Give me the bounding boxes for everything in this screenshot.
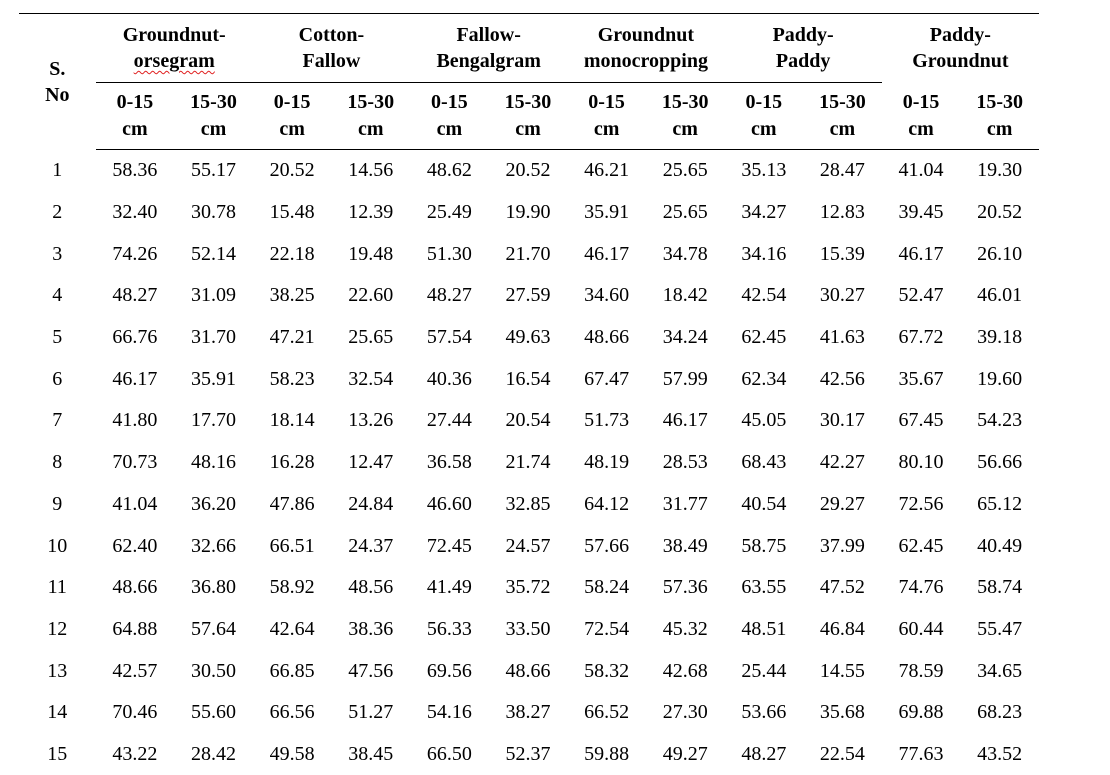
depth-header-range: 0-15 <box>567 89 646 116</box>
value-cell: 20.52 <box>253 150 332 192</box>
value-cell: 46.84 <box>803 609 882 651</box>
value-cell: 51.73 <box>567 400 646 442</box>
value-cell: 32.85 <box>489 484 568 526</box>
value-cell: 25.49 <box>410 192 489 234</box>
value-cell: 30.50 <box>174 650 253 692</box>
depth-header <box>567 83 646 150</box>
row-number-cell: 5 <box>19 317 96 359</box>
sno-header-line1: S. <box>19 56 96 82</box>
value-cell: 28.47 <box>803 150 882 192</box>
value-cell: 48.27 <box>96 275 175 317</box>
value-cell: 48.56 <box>331 567 410 609</box>
value-cell: 36.20 <box>174 484 253 526</box>
value-cell: 72.45 <box>410 525 489 567</box>
value-cell: 35.67 <box>882 358 961 400</box>
group-header-groundnut-monocropping <box>567 14 724 83</box>
row-number-cell: 7 <box>19 400 96 442</box>
value-cell: 40.49 <box>960 525 1039 567</box>
value-cell: 28.42 <box>174 734 253 775</box>
value-cell: 58.23 <box>253 358 332 400</box>
value-cell: 47.21 <box>253 317 332 359</box>
value-cell: 14.55 <box>803 650 882 692</box>
value-cell: 35.72 <box>489 567 568 609</box>
value-cell: 31.70 <box>174 317 253 359</box>
table-row <box>19 150 1039 192</box>
row-number-cell: 1 <box>19 150 96 192</box>
value-cell: 48.27 <box>725 734 804 775</box>
value-cell: 64.88 <box>96 609 175 651</box>
value-cell: 42.56 <box>803 358 882 400</box>
sno-header <box>19 14 96 150</box>
group-label-line1: Paddy- <box>882 22 1039 48</box>
value-cell: 34.16 <box>725 233 804 275</box>
value-cell: 52.37 <box>489 734 568 775</box>
value-cell: 12.47 <box>331 442 410 484</box>
value-cell: 35.68 <box>803 692 882 734</box>
group-label-line1: Fallow- <box>410 22 567 48</box>
value-cell: 31.77 <box>646 484 725 526</box>
sno-header-line2: No <box>19 82 96 108</box>
table-row <box>19 233 1039 275</box>
table-row <box>19 650 1039 692</box>
depth-header-range: 15-30 <box>174 89 253 116</box>
value-cell: 67.72 <box>882 317 961 359</box>
depth-header-unit: cm <box>410 116 489 143</box>
value-cell: 42.68 <box>646 650 725 692</box>
table-row <box>19 484 1039 526</box>
value-cell: 36.58 <box>410 442 489 484</box>
table-row <box>19 609 1039 651</box>
value-cell: 13.26 <box>331 400 410 442</box>
value-cell: 32.40 <box>96 192 175 234</box>
value-cell: 41.63 <box>803 317 882 359</box>
group-label-line1: Paddy- <box>725 22 882 48</box>
value-cell: 78.59 <box>882 650 961 692</box>
value-cell: 74.26 <box>96 233 175 275</box>
group-header-cotton-fallow <box>253 14 410 83</box>
value-cell: 43.52 <box>960 734 1039 775</box>
value-cell: 20.54 <box>489 400 568 442</box>
value-cell: 34.60 <box>567 275 646 317</box>
table-header <box>19 14 1039 150</box>
value-cell: 49.58 <box>253 734 332 775</box>
value-cell: 66.51 <box>253 525 332 567</box>
value-cell: 39.45 <box>882 192 961 234</box>
value-cell: 15.39 <box>803 233 882 275</box>
value-cell: 19.90 <box>489 192 568 234</box>
value-cell: 60.44 <box>882 609 961 651</box>
value-cell: 68.43 <box>725 442 804 484</box>
table-row <box>19 317 1039 359</box>
value-cell: 67.47 <box>567 358 646 400</box>
value-cell: 47.52 <box>803 567 882 609</box>
value-cell: 64.12 <box>567 484 646 526</box>
value-cell: 55.47 <box>960 609 1039 651</box>
value-cell: 49.27 <box>646 734 725 775</box>
depth-header <box>803 83 882 150</box>
value-cell: 57.54 <box>410 317 489 359</box>
value-cell: 35.91 <box>567 192 646 234</box>
value-cell: 46.17 <box>882 233 961 275</box>
value-cell: 69.56 <box>410 650 489 692</box>
value-cell: 25.65 <box>331 317 410 359</box>
value-cell: 48.66 <box>567 317 646 359</box>
value-cell: 46.17 <box>96 358 175 400</box>
value-cell: 46.21 <box>567 150 646 192</box>
value-cell: 24.37 <box>331 525 410 567</box>
table-row <box>19 734 1039 775</box>
value-cell: 45.05 <box>725 400 804 442</box>
value-cell: 43.22 <box>96 734 175 775</box>
group-label-line1: Groundnut <box>567 22 724 48</box>
value-cell: 59.88 <box>567 734 646 775</box>
depth-header-unit: cm <box>725 116 804 143</box>
group-header-fallow-bengalgram <box>410 14 567 83</box>
value-cell: 25.44 <box>725 650 804 692</box>
row-number-cell: 9 <box>19 484 96 526</box>
value-cell: 26.10 <box>960 233 1039 275</box>
depth-header <box>646 83 725 150</box>
depth-header-range: 0-15 <box>96 89 175 116</box>
value-cell: 70.73 <box>96 442 175 484</box>
value-cell: 42.27 <box>803 442 882 484</box>
value-cell: 34.78 <box>646 233 725 275</box>
value-cell: 35.91 <box>174 358 253 400</box>
value-cell: 38.45 <box>331 734 410 775</box>
value-cell: 21.70 <box>489 233 568 275</box>
value-cell: 66.56 <box>253 692 332 734</box>
value-cell: 22.60 <box>331 275 410 317</box>
value-cell: 53.66 <box>725 692 804 734</box>
value-cell: 49.63 <box>489 317 568 359</box>
depth-header <box>174 83 253 150</box>
value-cell: 18.42 <box>646 275 725 317</box>
value-cell: 68.23 <box>960 692 1039 734</box>
value-cell: 52.47 <box>882 275 961 317</box>
depth-header-unit: cm <box>489 116 568 143</box>
value-cell: 58.92 <box>253 567 332 609</box>
row-number-cell: 8 <box>19 442 96 484</box>
value-cell: 40.54 <box>725 484 804 526</box>
value-cell: 14.56 <box>331 150 410 192</box>
value-cell: 54.23 <box>960 400 1039 442</box>
value-cell: 41.80 <box>96 400 175 442</box>
depth-header-unit: cm <box>331 116 410 143</box>
depth-header-unit: cm <box>803 116 882 143</box>
value-cell: 48.51 <box>725 609 804 651</box>
value-cell: 19.30 <box>960 150 1039 192</box>
depth-header-unit: cm <box>567 116 646 143</box>
value-cell: 66.52 <box>567 692 646 734</box>
table-row <box>19 692 1039 734</box>
value-cell: 15.48 <box>253 192 332 234</box>
value-cell: 30.78 <box>174 192 253 234</box>
group-label-line1: Groundnut- <box>96 22 253 48</box>
value-cell: 77.63 <box>882 734 961 775</box>
value-cell: 55.17 <box>174 150 253 192</box>
header-row-groups <box>19 14 1039 83</box>
value-cell: 57.66 <box>567 525 646 567</box>
value-cell: 51.27 <box>331 692 410 734</box>
group-label-line2: Fallow <box>253 48 410 74</box>
value-cell: 32.66 <box>174 525 253 567</box>
depth-header-unit: cm <box>882 116 961 143</box>
table-row <box>19 192 1039 234</box>
value-cell: 38.49 <box>646 525 725 567</box>
value-cell: 62.45 <box>882 525 961 567</box>
value-cell: 48.19 <box>567 442 646 484</box>
row-number-cell: 10 <box>19 525 96 567</box>
depth-header-unit: cm <box>960 116 1039 143</box>
depth-header <box>331 83 410 150</box>
value-cell: 36.80 <box>174 567 253 609</box>
value-cell: 46.17 <box>567 233 646 275</box>
depth-header <box>410 83 489 150</box>
group-label-line1: Cotton- <box>253 22 410 48</box>
value-cell: 46.17 <box>646 400 725 442</box>
value-cell: 28.53 <box>646 442 725 484</box>
value-cell: 58.24 <box>567 567 646 609</box>
value-cell: 16.54 <box>489 358 568 400</box>
value-cell: 48.66 <box>96 567 175 609</box>
value-cell: 54.16 <box>410 692 489 734</box>
value-cell: 67.45 <box>882 400 961 442</box>
group-header-paddy-paddy <box>725 14 882 83</box>
value-cell: 31.09 <box>174 275 253 317</box>
depth-header-unit: cm <box>646 116 725 143</box>
depth-header-range: 15-30 <box>646 89 725 116</box>
value-cell: 62.40 <box>96 525 175 567</box>
value-cell: 33.50 <box>489 609 568 651</box>
header-row-depths <box>19 83 1039 150</box>
value-cell: 62.45 <box>725 317 804 359</box>
value-cell: 46.60 <box>410 484 489 526</box>
value-cell: 21.74 <box>489 442 568 484</box>
group-header-groundnut-orsegram <box>96 14 253 83</box>
value-cell: 27.44 <box>410 400 489 442</box>
value-cell: 40.36 <box>410 358 489 400</box>
depth-header-unit: cm <box>96 116 175 143</box>
value-cell: 66.85 <box>253 650 332 692</box>
value-cell: 34.27 <box>725 192 804 234</box>
value-cell: 66.76 <box>96 317 175 359</box>
value-cell: 20.52 <box>489 150 568 192</box>
value-cell: 48.66 <box>489 650 568 692</box>
value-cell: 52.14 <box>174 233 253 275</box>
value-cell: 72.54 <box>567 609 646 651</box>
value-cell: 12.39 <box>331 192 410 234</box>
row-number-cell: 11 <box>19 567 96 609</box>
group-label-line2: orsegram <box>134 50 215 72</box>
value-cell: 22.54 <box>803 734 882 775</box>
value-cell: 46.01 <box>960 275 1039 317</box>
value-cell: 48.62 <box>410 150 489 192</box>
value-cell: 47.86 <box>253 484 332 526</box>
value-cell: 47.56 <box>331 650 410 692</box>
value-cell: 69.88 <box>882 692 961 734</box>
row-number-cell: 15 <box>19 734 96 775</box>
value-cell: 48.16 <box>174 442 253 484</box>
row-number-cell: 12 <box>19 609 96 651</box>
row-number-cell: 4 <box>19 275 96 317</box>
value-cell: 51.30 <box>410 233 489 275</box>
group-label-line2: Paddy <box>725 48 882 74</box>
depth-header <box>253 83 332 150</box>
table-body <box>19 150 1039 775</box>
value-cell: 38.25 <box>253 275 332 317</box>
value-cell: 18.14 <box>253 400 332 442</box>
value-cell: 42.64 <box>253 609 332 651</box>
value-cell: 56.33 <box>410 609 489 651</box>
value-cell: 41.04 <box>882 150 961 192</box>
value-cell: 57.36 <box>646 567 725 609</box>
depth-header-range: 0-15 <box>882 89 961 116</box>
value-cell: 20.52 <box>960 192 1039 234</box>
value-cell: 80.10 <box>882 442 961 484</box>
value-cell: 62.34 <box>725 358 804 400</box>
value-cell: 45.32 <box>646 609 725 651</box>
depth-header-range: 15-30 <box>331 89 410 116</box>
depth-header-range: 0-15 <box>410 89 489 116</box>
value-cell: 35.13 <box>725 150 804 192</box>
value-cell: 19.60 <box>960 358 1039 400</box>
value-cell: 72.56 <box>882 484 961 526</box>
group-header-paddy-groundnut <box>882 14 1039 83</box>
table-row <box>19 442 1039 484</box>
value-cell: 48.27 <box>410 275 489 317</box>
group-label-line2: Bengalgram <box>410 48 567 74</box>
value-cell: 27.59 <box>489 275 568 317</box>
value-cell: 58.36 <box>96 150 175 192</box>
value-cell: 22.18 <box>253 233 332 275</box>
value-cell: 34.65 <box>960 650 1039 692</box>
table-row <box>19 567 1039 609</box>
data-table-container <box>19 13 1039 775</box>
depth-header <box>725 83 804 150</box>
depth-header-range: 0-15 <box>253 89 332 116</box>
value-cell: 38.36 <box>331 609 410 651</box>
value-cell: 25.65 <box>646 192 725 234</box>
value-cell: 41.04 <box>96 484 175 526</box>
value-cell: 38.27 <box>489 692 568 734</box>
row-number-cell: 14 <box>19 692 96 734</box>
group-label-line2: monocropping <box>567 48 724 74</box>
value-cell: 12.83 <box>803 192 882 234</box>
depth-header-range: 0-15 <box>725 89 804 116</box>
value-cell: 25.65 <box>646 150 725 192</box>
value-cell: 30.17 <box>803 400 882 442</box>
value-cell: 58.32 <box>567 650 646 692</box>
value-cell: 56.66 <box>960 442 1039 484</box>
soil-data-table <box>19 13 1039 775</box>
depth-header-unit: cm <box>253 116 332 143</box>
value-cell: 37.99 <box>803 525 882 567</box>
value-cell: 42.57 <box>96 650 175 692</box>
value-cell: 39.18 <box>960 317 1039 359</box>
row-number-cell: 2 <box>19 192 96 234</box>
depth-header <box>489 83 568 150</box>
value-cell: 34.24 <box>646 317 725 359</box>
value-cell: 70.46 <box>96 692 175 734</box>
value-cell: 30.27 <box>803 275 882 317</box>
value-cell: 55.60 <box>174 692 253 734</box>
depth-header-unit: cm <box>174 116 253 143</box>
group-label-line2: Groundnut <box>882 48 1039 74</box>
row-number-cell: 6 <box>19 358 96 400</box>
value-cell: 65.12 <box>960 484 1039 526</box>
value-cell: 42.54 <box>725 275 804 317</box>
table-row <box>19 275 1039 317</box>
value-cell: 16.28 <box>253 442 332 484</box>
depth-header-range: 15-30 <box>489 89 568 116</box>
row-number-cell: 13 <box>19 650 96 692</box>
value-cell: 32.54 <box>331 358 410 400</box>
value-cell: 66.50 <box>410 734 489 775</box>
value-cell: 41.49 <box>410 567 489 609</box>
table-row <box>19 358 1039 400</box>
value-cell: 24.57 <box>489 525 568 567</box>
value-cell: 74.76 <box>882 567 961 609</box>
value-cell: 29.27 <box>803 484 882 526</box>
value-cell: 57.64 <box>174 609 253 651</box>
depth-header <box>960 83 1039 150</box>
row-number-cell: 3 <box>19 233 96 275</box>
table-row <box>19 400 1039 442</box>
value-cell: 24.84 <box>331 484 410 526</box>
depth-header <box>882 83 961 150</box>
value-cell: 27.30 <box>646 692 725 734</box>
value-cell: 17.70 <box>174 400 253 442</box>
value-cell: 58.75 <box>725 525 804 567</box>
value-cell: 57.99 <box>646 358 725 400</box>
depth-header <box>96 83 175 150</box>
value-cell: 58.74 <box>960 567 1039 609</box>
table-row <box>19 525 1039 567</box>
value-cell: 19.48 <box>331 233 410 275</box>
depth-header-range: 15-30 <box>803 89 882 116</box>
value-cell: 63.55 <box>725 567 804 609</box>
depth-header-range: 15-30 <box>960 89 1039 116</box>
